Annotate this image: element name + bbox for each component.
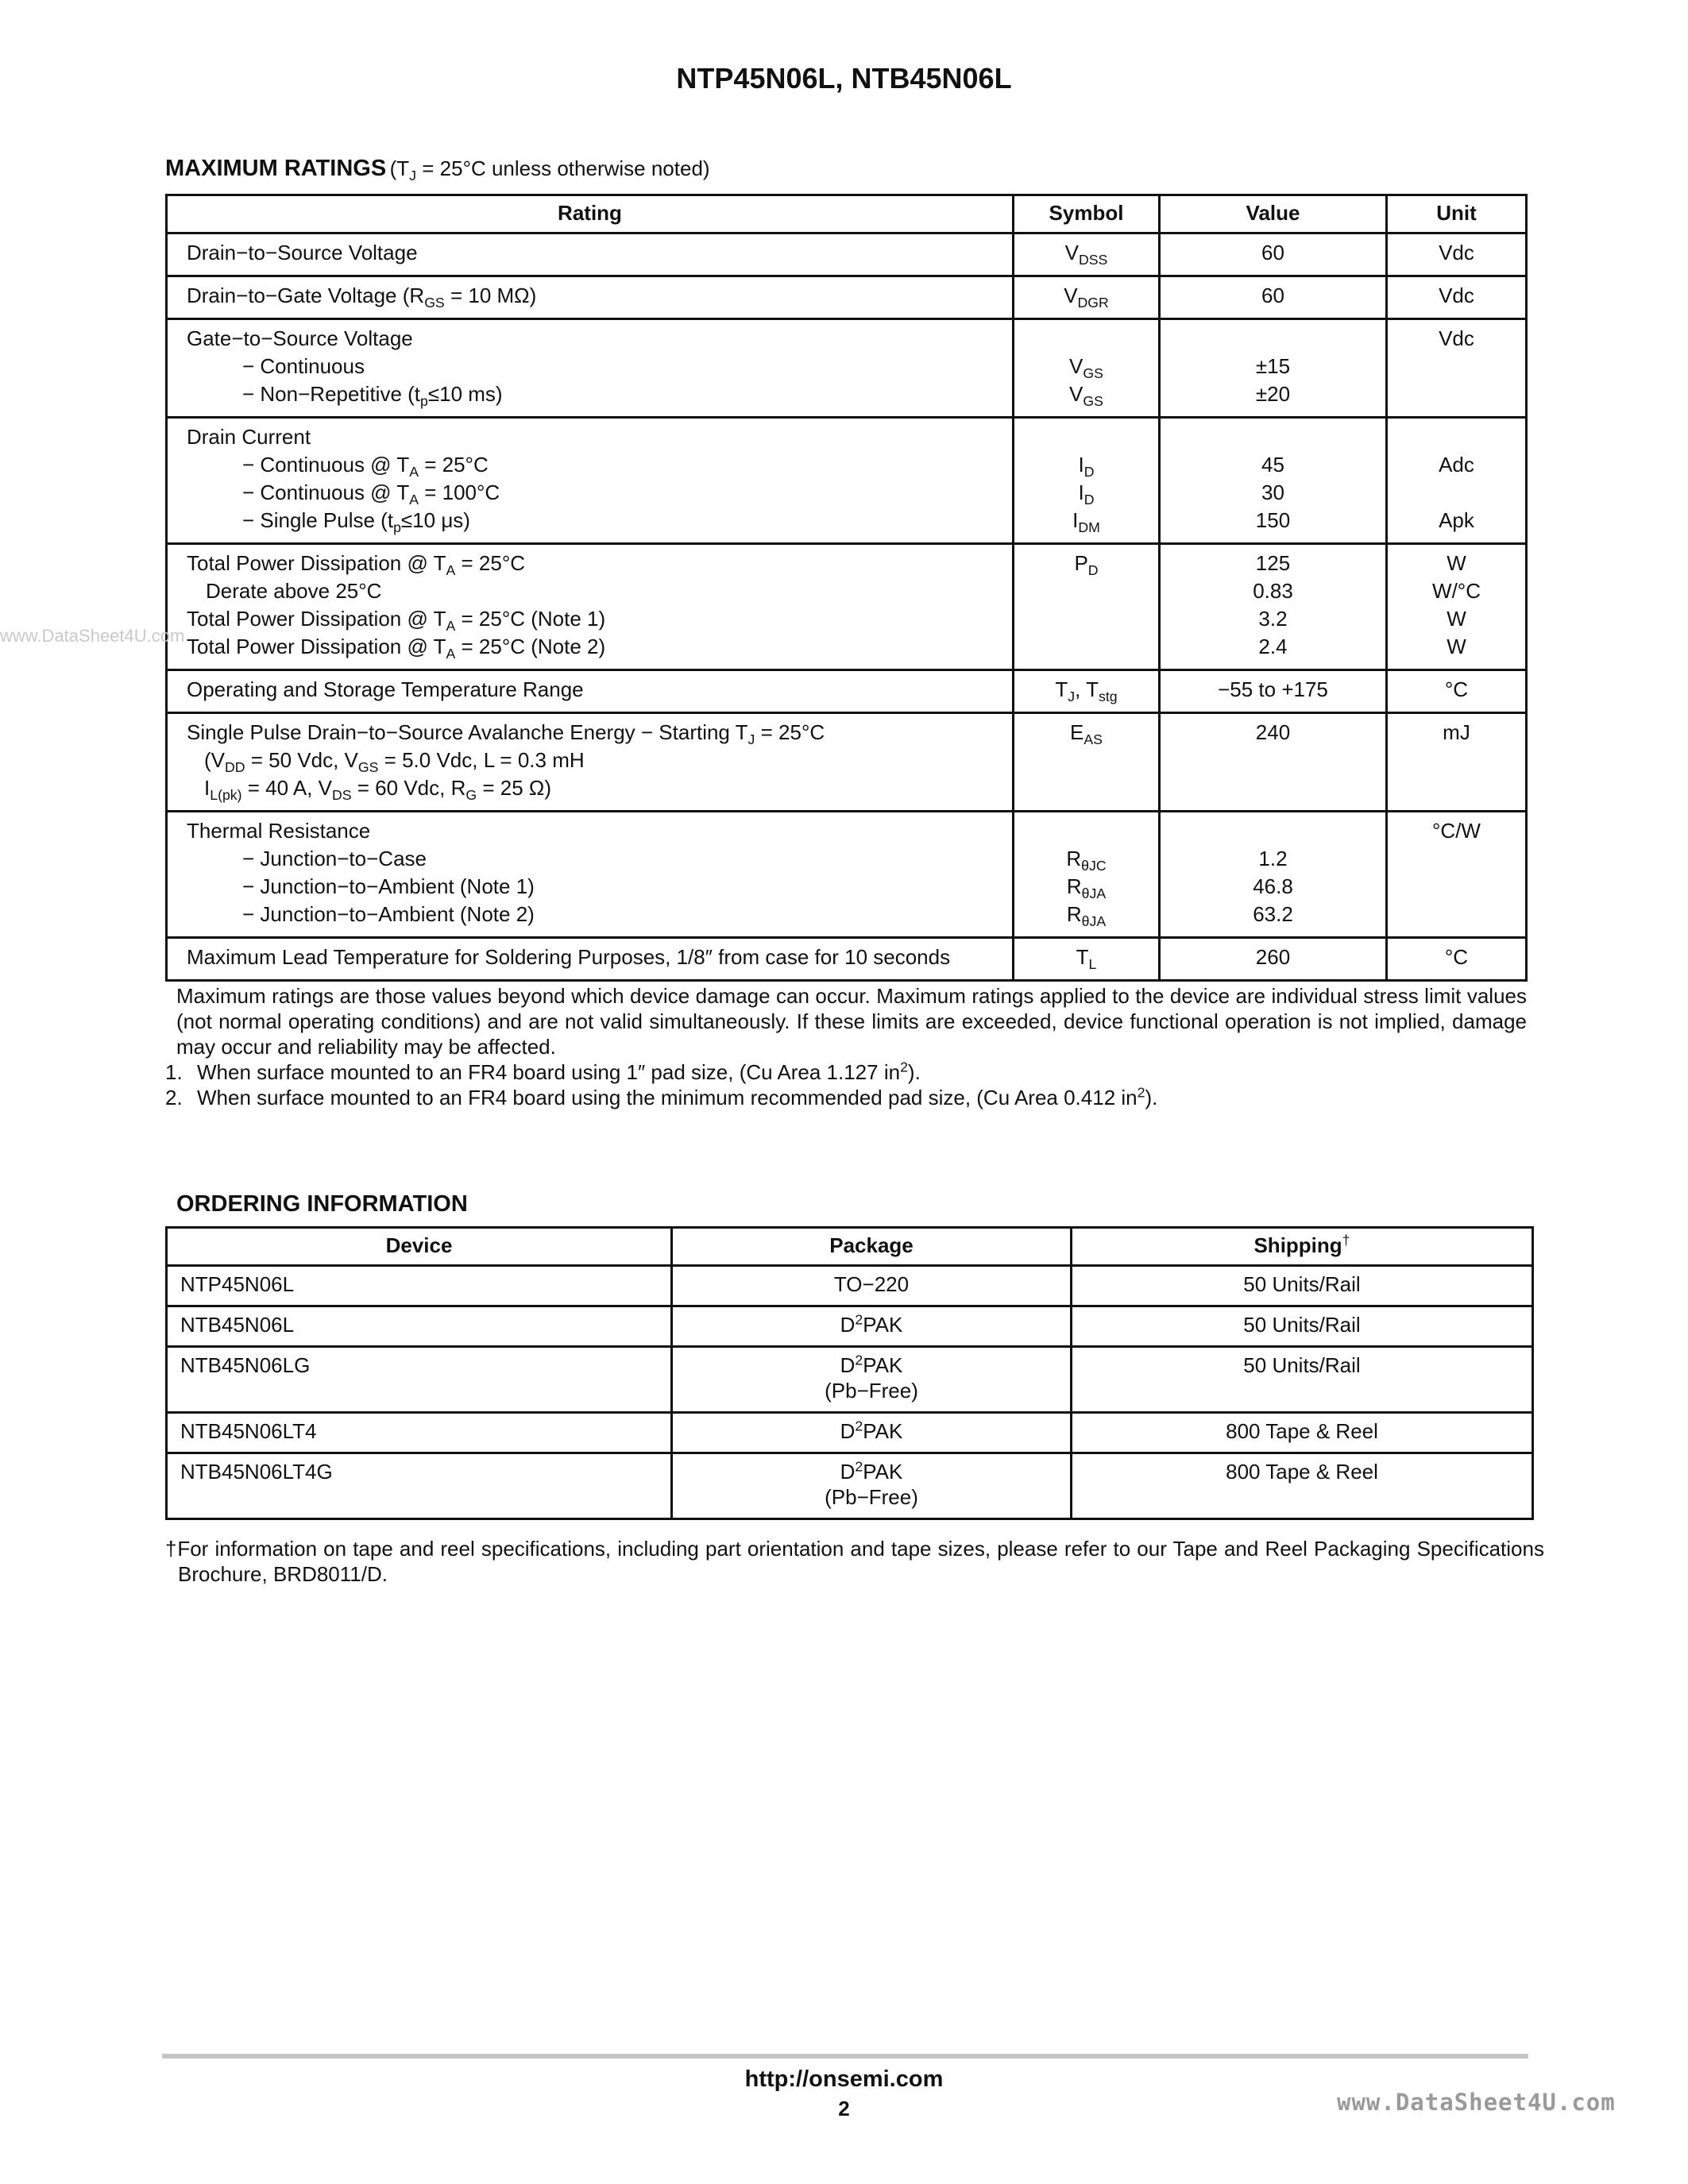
table-row: [167, 544, 1527, 670]
table-row: [167, 1413, 1533, 1453]
package-cell: TO−220: [672, 1266, 1072, 1306]
table-row: [167, 713, 1527, 812]
watermark-left: www.DataSheet4U.com: [0, 626, 185, 646]
symbol-cell: $P_D$: [1014, 544, 1160, 670]
unit-cell: °C: [1387, 938, 1527, 981]
device-cell: NTB45N06LG: [167, 1347, 672, 1413]
shipping-cell: 50 Units/Rail: [1072, 1306, 1533, 1347]
column-header-symbol: Symbol: [1014, 195, 1160, 233]
value-cell: 240: [1160, 713, 1387, 812]
ratings-title: MAXIMUM RATINGS: [165, 156, 387, 181]
ordering-title: ORDERING INFORMATION: [176, 1191, 468, 1217]
table-row: [167, 233, 1527, 276]
table-row: [167, 1347, 1533, 1413]
table-row: [167, 812, 1527, 938]
table-header-row: [167, 195, 1527, 233]
rating-cell: Operating and Storage Temperature Range: [167, 670, 1014, 713]
unit-cell: Vdc: [1387, 319, 1527, 418]
value-cell: 60: [1160, 233, 1387, 276]
column-header-unit: Unit: [1387, 195, 1527, 233]
symbol-cell: $I_D$ $I_D$ $I_{DM}$: [1014, 418, 1160, 544]
note-1: 1. When surface mounted to an FR4 board using 1″ pad size, (Cu Area 1.127 $in^2$).: [165, 1059, 921, 1084]
column-header-shipping: Shipping†: [1072, 1228, 1533, 1266]
column-header-rating: Rating: [167, 195, 1014, 233]
footer-url[interactable]: http://onsemi.com: [744, 2066, 944, 2092]
table-row: [167, 1266, 1533, 1306]
shipping-cell: 50 Units/Rail: [1072, 1266, 1533, 1306]
ratings-heading: [165, 156, 710, 182]
package-cell: $D^2PAK$: [672, 1306, 1072, 1347]
watermark-right: www.DataSheet4U.com: [1337, 2089, 1616, 2116]
table-row: [167, 418, 1527, 544]
value-cell: 60: [1160, 276, 1387, 319]
rating-cell: Maximum Lead Temperature for Soldering Purposes, 1/8″ from case for 10 seconds: [167, 938, 1014, 981]
ratings-conditions: ($T_J = 25^\circ C$ unless otherwise noted): [389, 156, 710, 184]
unit-cell: W W/°C W W: [1387, 544, 1527, 670]
footer-divider: [162, 2054, 1528, 2059]
ordering-footnote: †For information on tape and reel specifications, including part orientation and tape sizes, please refer to our Tape and Reel Packaging Specifications Brochure, BRD8011/D.: [165, 1537, 1544, 1586]
column-header-value: Value: [1160, 195, 1387, 233]
table-row: [167, 319, 1527, 418]
value-cell: 45 30 150: [1160, 418, 1387, 544]
shipping-cell: 800 Tape & Reel: [1072, 1413, 1533, 1453]
symbol-cell: $V_{DGR}$: [1014, 276, 1160, 319]
package-cell: $D^2PAK$ (Pb−Free): [672, 1347, 1072, 1413]
device-cell: NTB45N06LT4: [167, 1413, 672, 1453]
page-number: 2: [838, 2097, 850, 2120]
document-title: NTP45N06L, NTB45N06L: [676, 62, 1012, 95]
unit-cell: °C/W: [1387, 812, 1527, 938]
rating-cell: Drain Current − Continuous @ $T_A = 25^\circ C$ − Continuous @ $T_A = 100^\circ C$ − Single Pulse ($t_p\le 10$ μs): [167, 418, 1014, 544]
ordering-table: [165, 1226, 1534, 1520]
shipping-cell: 50 Units/Rail: [1072, 1347, 1533, 1413]
symbol-cell: $V_{DSS}$: [1014, 233, 1160, 276]
rating-cell: Single Pulse Drain−to−Source Avalanche Energy − Starting $T_J = 25^\circ C$ ($V_{DD} = 50$ Vdc, $V_{GS} = 5.0$ Vdc, L = 0.3 mH $I_{L(pk)} = 40$ A, $V_{DS} = 60$ Vdc, $R_G = 25$ Ω): [167, 713, 1014, 812]
table-row: [167, 276, 1527, 319]
value-cell: ±15 ±20: [1160, 319, 1387, 418]
rating-cell: Drain−to−Source Voltage: [167, 233, 1014, 276]
symbol-cell: $R_{\theta JC}$ $R_{\theta JA}$ $R_{\theta JA}$: [1014, 812, 1160, 938]
column-header-device: Device: [167, 1228, 672, 1266]
table-header-row: [167, 1228, 1533, 1266]
device-cell: NTB45N06LT4G: [167, 1453, 672, 1519]
unit-cell: Adc Apk: [1387, 418, 1527, 544]
ratings-disclaimer: Maximum ratings are those values beyond which device damage can occur. Maximum ratings applied to the device are individual stress limit values (not normal operating conditions) and are not valid simultaneously. If these limits are exceeded, device functional operation is not implied, damage may occur and reliability may be affected.: [176, 984, 1527, 1059]
rating-cell: Gate−to−Source Voltage − Continuous − Non−Repetitive ($t_p\le 10$ ms): [167, 319, 1014, 418]
note-2: 2. When surface mounted to an FR4 board using the minimum recommended pad size, (Cu Area 0.412 $in^2$).: [165, 1084, 1158, 1109]
rating-cell: Total Power Dissipation @ $T_A = 25^\circ C$ Derate above 25°C Total Power Dissipation @ $T_A = 25^\circ C$ (Note 1) Total Power Dissipation @ $T_A = 25^\circ C$ (Note 2): [167, 544, 1014, 670]
shipping-cell: 800 Tape & Reel: [1072, 1453, 1533, 1519]
value-cell: 125 0.83 3.2 2.4: [1160, 544, 1387, 670]
value-cell: 1.2 46.8 63.2: [1160, 812, 1387, 938]
column-header-package: Package: [672, 1228, 1072, 1266]
symbol-cell: $V_{GS}$ $V_{GS}$: [1014, 319, 1160, 418]
value-cell: −55 to +175: [1160, 670, 1387, 713]
rating-cell: Thermal Resistance − Junction−to−Case − Junction−to−Ambient (Note 1) − Junction−to−Ambient (Note 2): [167, 812, 1014, 938]
device-cell: NTB45N06L: [167, 1306, 672, 1347]
maximum-ratings-table: [165, 194, 1528, 982]
rating-cell: Drain−to−Gate Voltage ($R_{GS} = 10$ MΩ): [167, 276, 1014, 319]
device-cell: NTP45N06L: [167, 1266, 672, 1306]
package-cell: $D^2PAK$: [672, 1413, 1072, 1453]
table-row: [167, 670, 1527, 713]
package-cell: $D^2PAK$ (Pb−Free): [672, 1453, 1072, 1519]
unit-cell: °C: [1387, 670, 1527, 713]
table-row: [167, 938, 1527, 981]
table-row: [167, 1453, 1533, 1519]
table-row: [167, 1306, 1533, 1347]
unit-cell: Vdc: [1387, 276, 1527, 319]
unit-cell: Vdc: [1387, 233, 1527, 276]
unit-cell: mJ: [1387, 713, 1527, 812]
symbol-cell: $E_{AS}$: [1014, 713, 1160, 812]
symbol-cell: $T_L$: [1014, 938, 1160, 981]
value-cell: 260: [1160, 938, 1387, 981]
symbol-cell: $T_J$, $T_{stg}$: [1014, 670, 1160, 713]
